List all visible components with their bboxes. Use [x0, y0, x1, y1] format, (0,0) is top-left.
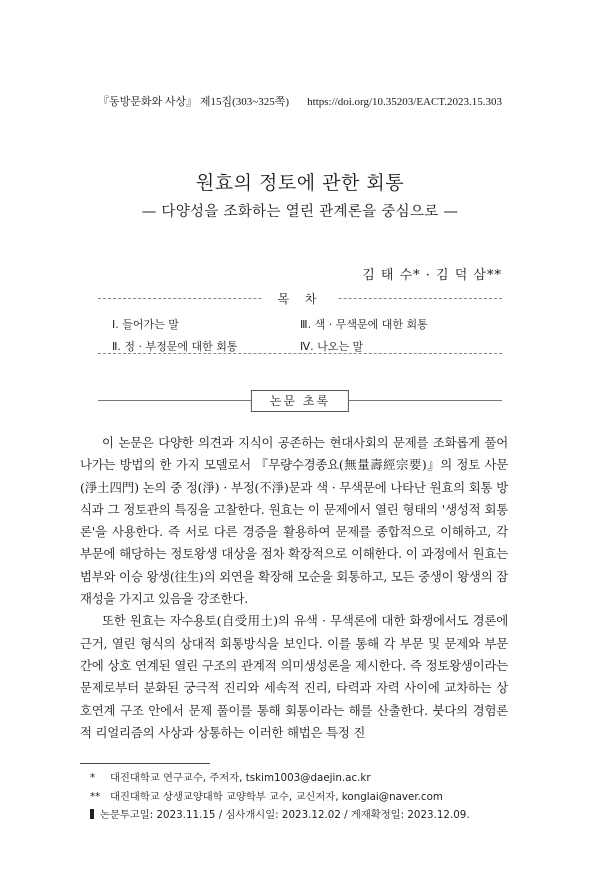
footnote-text: 대진대학교 연구교수, 주저자, tskim1003@daejin.ac.kr: [110, 772, 371, 784]
footnote-item: [90, 769, 510, 788]
footnotes: [90, 769, 510, 825]
abstract-paragraph: 또한 원효는 자수용토(自受用土)의 유색 · 무색론에 대한 화쟁에서도 경론에 근거, 열린 형식의 상대적 회통방식을 보인다. 이를 통해 각 부문 및 문제와 부문 간에 상호 연계된 열린 구조의 관계적 의미생성론을 제시한다. 즉 정토왕생이라는 문제로부터 분화된 궁극적 진리와 세속적 진리, 타력과 자력 사이에 교차하는 상호연계 구조 안에서 문제 풀이를 통해 회통이라는 해를 산출한다. 붓다의 경험론적 리얼리즘의 사상과 상통하는 이러한 해법은 특정 진: [80, 613, 508, 740]
toc-item: Ⅰ. 들어가는 말: [112, 318, 179, 331]
toc-items: [112, 316, 488, 354]
footnote-mark: *: [90, 772, 96, 784]
toc-item: Ⅳ. 나오는 말: [300, 340, 364, 353]
paper-subtitle: — 다양성을 조화하는 열린 관계론을 중심으로 —: [141, 204, 459, 220]
author-names: 김 태 수* · 김 덕 삼**: [362, 268, 502, 283]
footnote-text: 대진대학교 상생교양대학 교양학부 교수, 교신저자, konglai@naver.com: [110, 790, 443, 803]
toc-item: Ⅲ. 색 · 무색문에 대한 회통: [300, 318, 428, 331]
bullet-bar-icon: [90, 809, 94, 819]
abstract-paragraph: 이 논문은 다양한 의견과 지식이 공존하는 현대사회의 문제를 조화롭게 풀어나가는 방법의 한 가지 모델로서 『무량수경종요(無量壽經宗要)』의 정토 사문(淨土四門) 논의 중 정(淨) · 부정(不淨)문과 색 · 무색문에 나타난 원효의 회통 방식과 그 정토관의 특징을 고찰한다. 원효는 이 문제에서 열린 형태의 '생성적 회통론'을 사용한다. 즉 서로 다른 경증을 활용하여 문제를 종합적으로 이해하고, 각 부문에 해당하는 정토왕생 대상을 점차 확장적으로 이해한다. 이 과정에서 원효는 범부와 이승 왕생(往生)의 외연을 확장해 모순을 회통하고, 모든 중생이 왕생의 잠재성을 가지고 있음을 강조한다.: [80, 435, 508, 607]
toc-item: Ⅱ. 정 · 부정문에 대한 회통: [112, 340, 238, 353]
abstract-heading-block: [98, 390, 502, 410]
journal-citation: 『동방문화와 사상』 제15집(303~325쪽): [98, 96, 290, 108]
footnote-text: 논문투고일: 2023.11.15 / 심사개시일: 2023.12.02 / 게재확정일: 2023.12.09.: [100, 809, 470, 821]
paper-title: 원효의 정토에 관한 회통: [195, 172, 405, 194]
running-header: [98, 93, 502, 109]
footnote-mark: **: [90, 790, 101, 803]
table-of-contents: [98, 292, 502, 354]
footnote-divider: [80, 763, 210, 764]
footnote-item: [90, 788, 510, 807]
doi-link[interactable]: https://doi.org/10.35203/EACT.2023.15.303: [307, 96, 502, 108]
toc-bottom-divider: [98, 353, 502, 354]
abstract-heading: 논문 초록: [251, 390, 349, 412]
footnote-item: [90, 806, 510, 825]
abstract-body: [80, 432, 508, 744]
toc-title: 목 차: [264, 290, 337, 307]
